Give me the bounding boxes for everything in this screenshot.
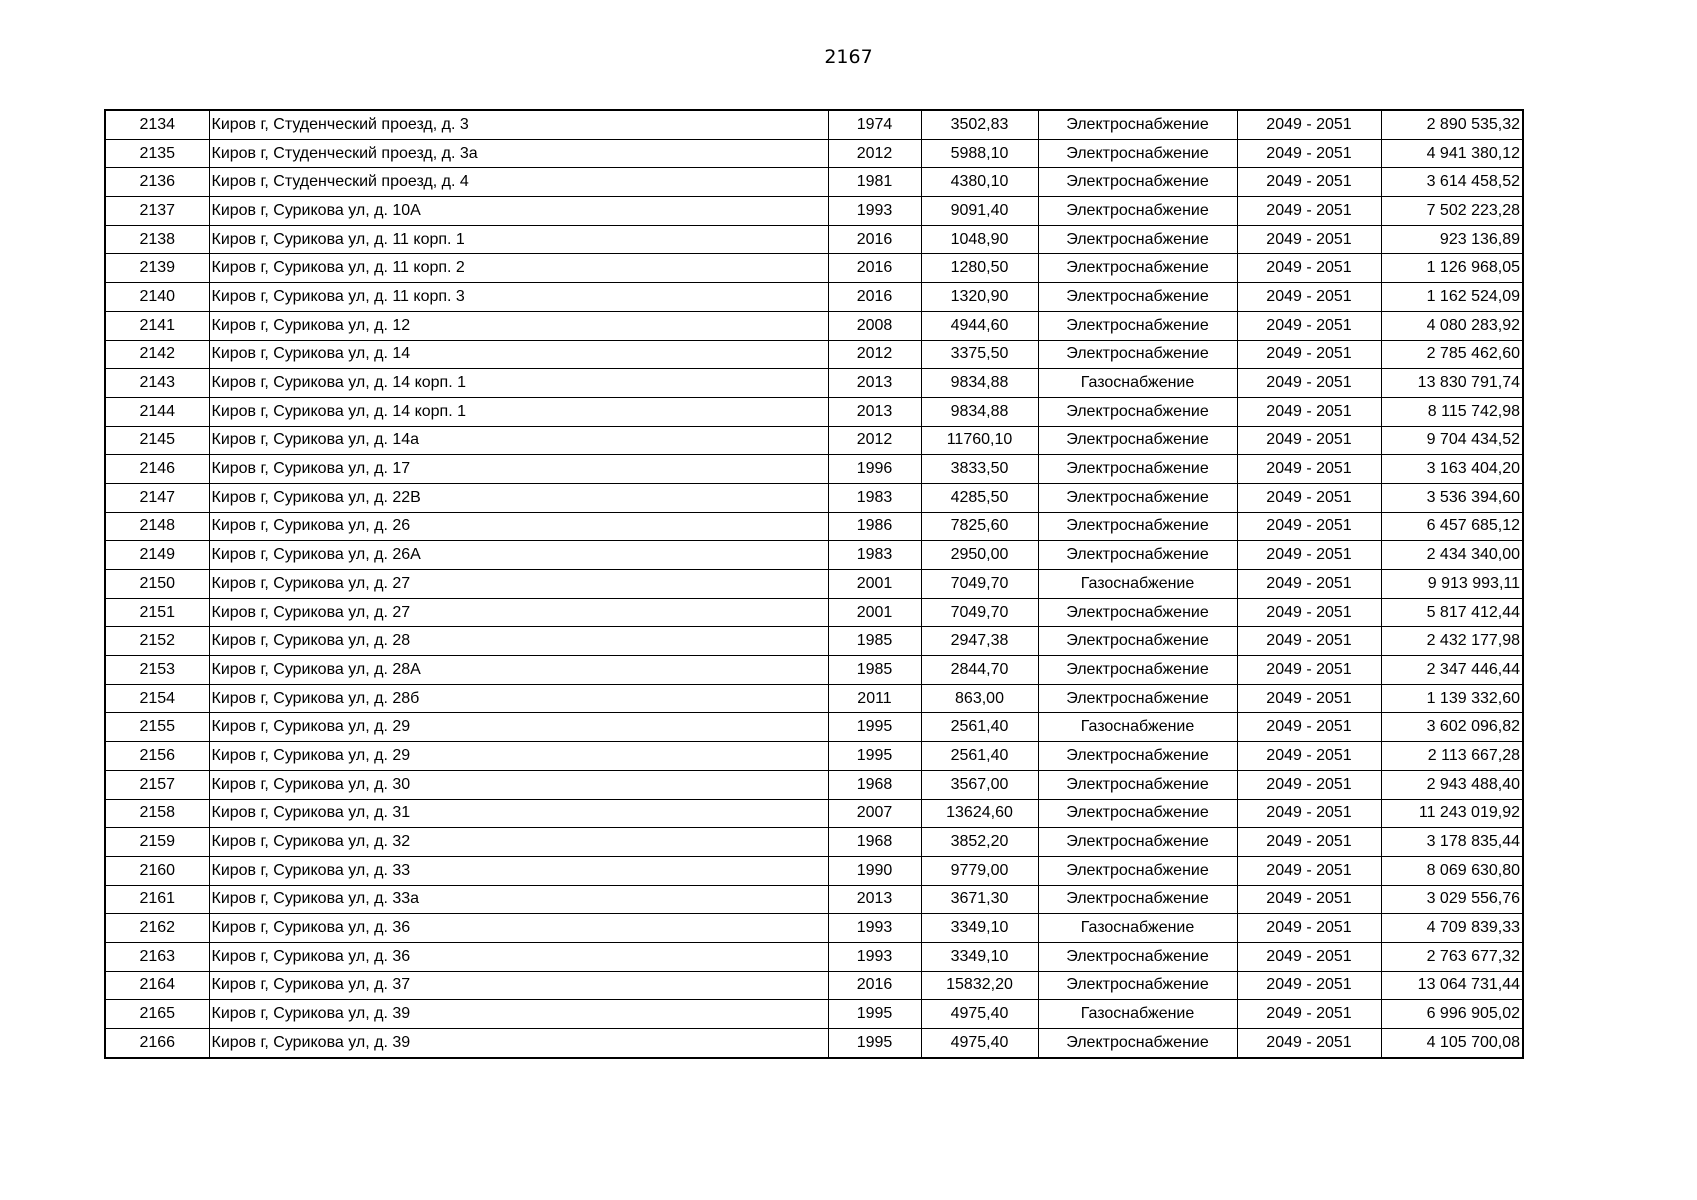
service-type-cell: Электроснабжение [1038, 627, 1237, 656]
service-type-cell: Газоснабжение [1038, 369, 1237, 398]
address-cell: Киров г, Сурикова ул, д. 10А [209, 197, 828, 226]
build-year-cell: 2001 [828, 598, 921, 627]
cost-cell: 2 347 446,44 [1381, 656, 1523, 685]
area-cell: 3671,30 [921, 885, 1038, 914]
area-cell: 5988,10 [921, 139, 1038, 168]
service-type-cell: Электроснабжение [1038, 541, 1237, 570]
period-cell: 2049 - 2051 [1237, 656, 1381, 685]
row-number-cell: 2152 [105, 627, 209, 656]
build-year-cell: 2013 [828, 369, 921, 398]
service-type-cell: Электроснабжение [1038, 340, 1237, 369]
area-cell: 7049,70 [921, 598, 1038, 627]
build-year-cell: 1995 [828, 1000, 921, 1029]
address-cell: Киров г, Сурикова ул, д. 37 [209, 971, 828, 1000]
build-year-cell: 1995 [828, 742, 921, 771]
address-cell: Киров г, Сурикова ул, д. 14 [209, 340, 828, 369]
cost-cell: 8 115 742,98 [1381, 397, 1523, 426]
build-year-cell: 1986 [828, 512, 921, 541]
service-type-cell: Газоснабжение [1038, 1000, 1237, 1029]
period-cell: 2049 - 2051 [1237, 742, 1381, 771]
period-cell: 2049 - 2051 [1237, 426, 1381, 455]
build-year-cell: 2001 [828, 570, 921, 599]
cost-cell: 1 126 968,05 [1381, 254, 1523, 283]
row-number-cell: 2140 [105, 283, 209, 312]
cost-cell: 3 163 404,20 [1381, 455, 1523, 484]
period-cell: 2049 - 2051 [1237, 110, 1381, 139]
table-row [105, 225, 1523, 254]
service-type-cell: Газоснабжение [1038, 570, 1237, 599]
row-number-cell: 2143 [105, 369, 209, 398]
table-row [105, 942, 1523, 971]
period-cell: 2049 - 2051 [1237, 770, 1381, 799]
period-cell: 2049 - 2051 [1237, 283, 1381, 312]
cost-cell: 3 178 835,44 [1381, 828, 1523, 857]
build-year-cell: 2016 [828, 225, 921, 254]
period-cell: 2049 - 2051 [1237, 942, 1381, 971]
area-cell: 15832,20 [921, 971, 1038, 1000]
period-cell: 2049 - 2051 [1237, 971, 1381, 1000]
table-row [105, 971, 1523, 1000]
build-year-cell: 1974 [828, 110, 921, 139]
build-year-cell: 1983 [828, 541, 921, 570]
build-year-cell: 2013 [828, 885, 921, 914]
cost-cell: 1 139 332,60 [1381, 684, 1523, 713]
address-cell: Киров г, Сурикова ул, д. 11 корп. 1 [209, 225, 828, 254]
period-cell: 2049 - 2051 [1237, 139, 1381, 168]
period-cell: 2049 - 2051 [1237, 311, 1381, 340]
row-number-cell: 2150 [105, 570, 209, 599]
cost-cell: 11 243 019,92 [1381, 799, 1523, 828]
address-cell: Киров г, Сурикова ул, д. 28А [209, 656, 828, 685]
build-year-cell: 2012 [828, 139, 921, 168]
cost-cell: 3 602 096,82 [1381, 713, 1523, 742]
period-cell: 2049 - 2051 [1237, 541, 1381, 570]
table-row [105, 627, 1523, 656]
table-row [105, 742, 1523, 771]
address-cell: Киров г, Сурикова ул, д. 39 [209, 1029, 828, 1058]
address-cell: Киров г, Студенческий проезд, д. 3а [209, 139, 828, 168]
area-cell: 4975,40 [921, 1000, 1038, 1029]
period-cell: 2049 - 2051 [1237, 856, 1381, 885]
period-cell: 2049 - 2051 [1237, 483, 1381, 512]
build-year-cell: 1995 [828, 713, 921, 742]
area-cell: 7825,60 [921, 512, 1038, 541]
address-cell: Киров г, Сурикова ул, д. 26 [209, 512, 828, 541]
period-cell: 2049 - 2051 [1237, 828, 1381, 857]
address-cell: Киров г, Сурикова ул, д. 36 [209, 914, 828, 943]
cost-cell: 2 890 535,32 [1381, 110, 1523, 139]
service-type-cell: Электроснабжение [1038, 1029, 1237, 1058]
table-row [105, 914, 1523, 943]
area-cell: 2844,70 [921, 656, 1038, 685]
cost-cell: 923 136,89 [1381, 225, 1523, 254]
service-type-cell: Электроснабжение [1038, 225, 1237, 254]
address-cell: Киров г, Сурикова ул, д. 28 [209, 627, 828, 656]
area-cell: 2947,38 [921, 627, 1038, 656]
address-cell: Киров г, Студенческий проезд, д. 3 [209, 110, 828, 139]
table-row [105, 684, 1523, 713]
period-cell: 2049 - 2051 [1237, 369, 1381, 398]
service-type-cell: Электроснабжение [1038, 598, 1237, 627]
address-cell: Киров г, Сурикова ул, д. 32 [209, 828, 828, 857]
build-year-cell: 1981 [828, 168, 921, 197]
build-year-cell: 1995 [828, 1029, 921, 1058]
table-row [105, 139, 1523, 168]
area-cell: 3567,00 [921, 770, 1038, 799]
address-cell: Киров г, Сурикова ул, д. 27 [209, 570, 828, 599]
cost-cell: 3 614 458,52 [1381, 168, 1523, 197]
cost-cell: 6 996 905,02 [1381, 1000, 1523, 1029]
address-cell: Киров г, Сурикова ул, д. 30 [209, 770, 828, 799]
table-row [105, 656, 1523, 685]
cost-cell: 2 763 677,32 [1381, 942, 1523, 971]
area-cell: 7049,70 [921, 570, 1038, 599]
address-cell: Киров г, Сурикова ул, д. 29 [209, 713, 828, 742]
row-number-cell: 2145 [105, 426, 209, 455]
service-type-cell: Электроснабжение [1038, 828, 1237, 857]
row-number-cell: 2166 [105, 1029, 209, 1058]
area-cell: 9779,00 [921, 856, 1038, 885]
table-row [105, 1000, 1523, 1029]
table-row [105, 512, 1523, 541]
service-type-cell: Электроснабжение [1038, 971, 1237, 1000]
area-cell: 3349,10 [921, 942, 1038, 971]
cost-cell: 3 536 394,60 [1381, 483, 1523, 512]
row-number-cell: 2137 [105, 197, 209, 226]
cost-cell: 9 704 434,52 [1381, 426, 1523, 455]
build-year-cell: 2011 [828, 684, 921, 713]
row-number-cell: 2134 [105, 110, 209, 139]
table-row [105, 340, 1523, 369]
cost-cell: 6 457 685,12 [1381, 512, 1523, 541]
row-number-cell: 2138 [105, 225, 209, 254]
service-type-cell: Электроснабжение [1038, 197, 1237, 226]
service-type-cell: Электроснабжение [1038, 311, 1237, 340]
service-type-cell: Электроснабжение [1038, 483, 1237, 512]
build-year-cell: 2013 [828, 397, 921, 426]
table-row [105, 110, 1523, 139]
service-type-cell: Электроснабжение [1038, 110, 1237, 139]
table-row [105, 799, 1523, 828]
table-row [105, 856, 1523, 885]
service-type-cell: Электроснабжение [1038, 799, 1237, 828]
service-type-cell: Электроснабжение [1038, 426, 1237, 455]
table-row [105, 369, 1523, 398]
cost-cell: 4 941 380,12 [1381, 139, 1523, 168]
row-number-cell: 2135 [105, 139, 209, 168]
row-number-cell: 2164 [105, 971, 209, 1000]
cost-cell: 1 162 524,09 [1381, 283, 1523, 312]
service-type-cell: Электроснабжение [1038, 885, 1237, 914]
row-number-cell: 2149 [105, 541, 209, 570]
cost-cell: 2 432 177,98 [1381, 627, 1523, 656]
row-number-cell: 2158 [105, 799, 209, 828]
row-number-cell: 2161 [105, 885, 209, 914]
service-type-cell: Электроснабжение [1038, 942, 1237, 971]
page-number: 2167 [824, 46, 873, 68]
service-type-cell: Электроснабжение [1038, 656, 1237, 685]
row-number-cell: 2157 [105, 770, 209, 799]
service-type-cell: Электроснабжение [1038, 139, 1237, 168]
table-row [105, 311, 1523, 340]
table-row [105, 770, 1523, 799]
row-number-cell: 2153 [105, 656, 209, 685]
build-year-cell: 2008 [828, 311, 921, 340]
service-type-cell: Электроснабжение [1038, 168, 1237, 197]
area-cell: 2950,00 [921, 541, 1038, 570]
table-row [105, 598, 1523, 627]
row-number-cell: 2160 [105, 856, 209, 885]
cost-cell: 13 830 791,74 [1381, 369, 1523, 398]
repair-schedule-table [104, 109, 1524, 1059]
area-cell: 4285,50 [921, 483, 1038, 512]
period-cell: 2049 - 2051 [1237, 197, 1381, 226]
service-type-cell: Электроснабжение [1038, 254, 1237, 283]
build-year-cell: 2007 [828, 799, 921, 828]
table-row [105, 541, 1523, 570]
address-cell: Киров г, Сурикова ул, д. 28б [209, 684, 828, 713]
area-cell: 9834,88 [921, 369, 1038, 398]
table-row [105, 885, 1523, 914]
build-year-cell: 2012 [828, 340, 921, 369]
address-cell: Киров г, Сурикова ул, д. 11 корп. 3 [209, 283, 828, 312]
cost-cell: 4 105 700,08 [1381, 1029, 1523, 1058]
area-cell: 1280,50 [921, 254, 1038, 283]
cost-cell: 2 785 462,60 [1381, 340, 1523, 369]
cost-cell: 5 817 412,44 [1381, 598, 1523, 627]
row-number-cell: 2136 [105, 168, 209, 197]
period-cell: 2049 - 2051 [1237, 168, 1381, 197]
build-year-cell: 1983 [828, 483, 921, 512]
cost-cell: 7 502 223,28 [1381, 197, 1523, 226]
period-cell: 2049 - 2051 [1237, 914, 1381, 943]
service-type-cell: Электроснабжение [1038, 742, 1237, 771]
address-cell: Киров г, Сурикова ул, д. 26А [209, 541, 828, 570]
row-number-cell: 2151 [105, 598, 209, 627]
row-number-cell: 2162 [105, 914, 209, 943]
row-number-cell: 2147 [105, 483, 209, 512]
cost-cell: 4 709 839,33 [1381, 914, 1523, 943]
build-year-cell: 1968 [828, 770, 921, 799]
table-row [105, 397, 1523, 426]
cost-cell: 3 029 556,76 [1381, 885, 1523, 914]
build-year-cell: 2016 [828, 254, 921, 283]
cost-cell: 9 913 993,11 [1381, 570, 1523, 599]
build-year-cell: 1993 [828, 197, 921, 226]
table-row [105, 197, 1523, 226]
cost-cell: 2 113 667,28 [1381, 742, 1523, 771]
build-year-cell: 1985 [828, 656, 921, 685]
row-number-cell: 2142 [105, 340, 209, 369]
period-cell: 2049 - 2051 [1237, 512, 1381, 541]
build-year-cell: 1985 [828, 627, 921, 656]
row-number-cell: 2163 [105, 942, 209, 971]
area-cell: 1048,90 [921, 225, 1038, 254]
row-number-cell: 2159 [105, 828, 209, 857]
table-row [105, 283, 1523, 312]
table-row [105, 483, 1523, 512]
build-year-cell: 1993 [828, 914, 921, 943]
service-type-cell: Электроснабжение [1038, 770, 1237, 799]
area-cell: 4944,60 [921, 311, 1038, 340]
address-cell: Киров г, Сурикова ул, д. 12 [209, 311, 828, 340]
period-cell: 2049 - 2051 [1237, 455, 1381, 484]
build-year-cell: 2016 [828, 971, 921, 1000]
service-type-cell: Газоснабжение [1038, 713, 1237, 742]
row-number-cell: 2141 [105, 311, 209, 340]
area-cell: 863,00 [921, 684, 1038, 713]
area-cell: 9091,40 [921, 197, 1038, 226]
address-cell: Киров г, Сурикова ул, д. 27 [209, 598, 828, 627]
area-cell: 13624,60 [921, 799, 1038, 828]
address-cell: Киров г, Сурикова ул, д. 29 [209, 742, 828, 771]
build-year-cell: 2016 [828, 283, 921, 312]
period-cell: 2049 - 2051 [1237, 799, 1381, 828]
table-body [105, 110, 1523, 1058]
table-row [105, 570, 1523, 599]
area-cell: 3502,83 [921, 110, 1038, 139]
service-type-cell: Электроснабжение [1038, 397, 1237, 426]
cost-cell: 4 080 283,92 [1381, 311, 1523, 340]
build-year-cell: 1993 [828, 942, 921, 971]
address-cell: Киров г, Сурикова ул, д. 33 [209, 856, 828, 885]
area-cell: 3375,50 [921, 340, 1038, 369]
area-cell: 4975,40 [921, 1029, 1038, 1058]
period-cell: 2049 - 2051 [1237, 1000, 1381, 1029]
row-number-cell: 2156 [105, 742, 209, 771]
table-row [105, 455, 1523, 484]
area-cell: 3349,10 [921, 914, 1038, 943]
address-cell: Киров г, Сурикова ул, д. 11 корп. 2 [209, 254, 828, 283]
period-cell: 2049 - 2051 [1237, 684, 1381, 713]
area-cell: 2561,40 [921, 713, 1038, 742]
row-number-cell: 2146 [105, 455, 209, 484]
area-cell: 9834,88 [921, 397, 1038, 426]
row-number-cell: 2148 [105, 512, 209, 541]
cost-cell: 13 064 731,44 [1381, 971, 1523, 1000]
period-cell: 2049 - 2051 [1237, 598, 1381, 627]
address-cell: Киров г, Студенческий проезд, д. 4 [209, 168, 828, 197]
cost-cell: 8 069 630,80 [1381, 856, 1523, 885]
address-cell: Киров г, Сурикова ул, д. 36 [209, 942, 828, 971]
address-cell: Киров г, Сурикова ул, д. 33а [209, 885, 828, 914]
service-type-cell: Электроснабжение [1038, 455, 1237, 484]
address-cell: Киров г, Сурикова ул, д. 22В [209, 483, 828, 512]
address-cell: Киров г, Сурикова ул, д. 14 корп. 1 [209, 397, 828, 426]
service-type-cell: Электроснабжение [1038, 283, 1237, 312]
period-cell: 2049 - 2051 [1237, 570, 1381, 599]
table-row [105, 713, 1523, 742]
table-row [105, 828, 1523, 857]
area-cell: 1320,90 [921, 283, 1038, 312]
period-cell: 2049 - 2051 [1237, 627, 1381, 656]
address-cell: Киров г, Сурикова ул, д. 14 корп. 1 [209, 369, 828, 398]
period-cell: 2049 - 2051 [1237, 397, 1381, 426]
address-cell: Киров г, Сурикова ул, д. 17 [209, 455, 828, 484]
address-cell: Киров г, Сурикова ул, д. 39 [209, 1000, 828, 1029]
build-year-cell: 2012 [828, 426, 921, 455]
build-year-cell: 1996 [828, 455, 921, 484]
cost-cell: 2 434 340,00 [1381, 541, 1523, 570]
build-year-cell: 1990 [828, 856, 921, 885]
row-number-cell: 2154 [105, 684, 209, 713]
cost-cell: 2 943 488,40 [1381, 770, 1523, 799]
period-cell: 2049 - 2051 [1237, 225, 1381, 254]
table-row [105, 426, 1523, 455]
address-cell: Киров г, Сурикова ул, д. 31 [209, 799, 828, 828]
service-type-cell: Электроснабжение [1038, 512, 1237, 541]
service-type-cell: Газоснабжение [1038, 914, 1237, 943]
row-number-cell: 2155 [105, 713, 209, 742]
period-cell: 2049 - 2051 [1237, 713, 1381, 742]
address-cell: Киров г, Сурикова ул, д. 14а [209, 426, 828, 455]
area-cell: 2561,40 [921, 742, 1038, 771]
period-cell: 2049 - 2051 [1237, 885, 1381, 914]
service-type-cell: Электроснабжение [1038, 856, 1237, 885]
area-cell: 3833,50 [921, 455, 1038, 484]
period-cell: 2049 - 2051 [1237, 254, 1381, 283]
table-row [105, 1029, 1523, 1058]
area-cell: 3852,20 [921, 828, 1038, 857]
build-year-cell: 1968 [828, 828, 921, 857]
service-type-cell: Электроснабжение [1038, 684, 1237, 713]
row-number-cell: 2139 [105, 254, 209, 283]
area-cell: 4380,10 [921, 168, 1038, 197]
row-number-cell: 2165 [105, 1000, 209, 1029]
table-row [105, 168, 1523, 197]
table-row [105, 254, 1523, 283]
row-number-cell: 2144 [105, 397, 209, 426]
period-cell: 2049 - 2051 [1237, 340, 1381, 369]
area-cell: 11760,10 [921, 426, 1038, 455]
period-cell: 2049 - 2051 [1237, 1029, 1381, 1058]
